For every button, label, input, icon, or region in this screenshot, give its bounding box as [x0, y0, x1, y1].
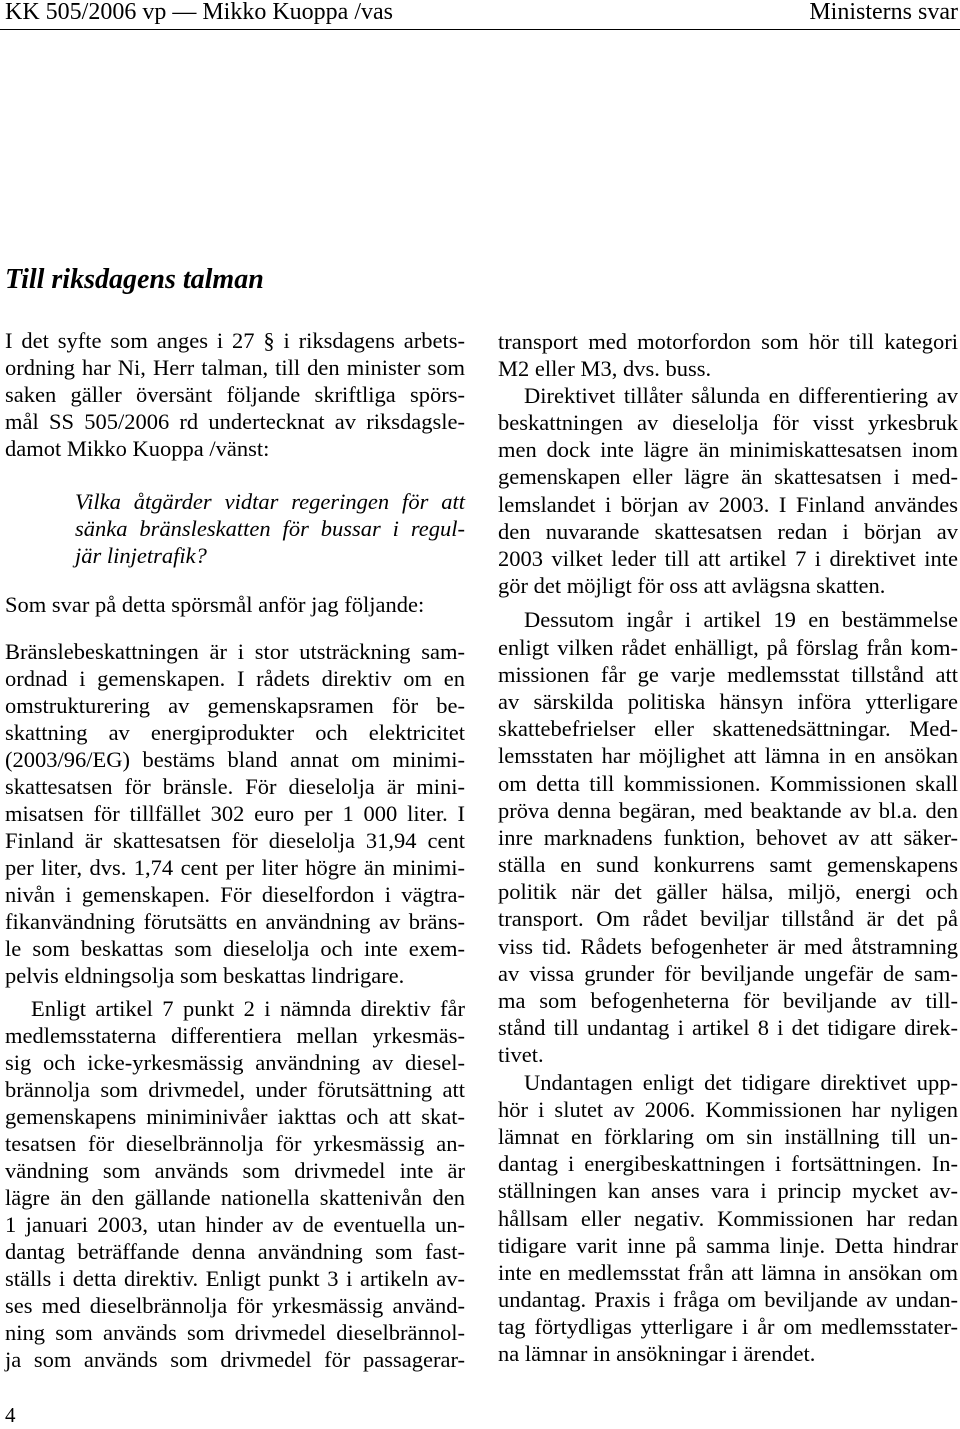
text-line: damot Mikko Kuoppa /vänst: — [5, 436, 270, 461]
right-column — [498, 328, 958, 1368]
text-line: gör det möjligt för oss att avlägsna skatten. — [498, 573, 886, 599]
text-line: 2003 vilket leder till att artikel 7 i direktivet inte — [498, 546, 958, 571]
text-line: Vilka åtgärder vidtar regeringen för att — [75, 488, 465, 514]
body-paragraph — [498, 606, 958, 1068]
text-line: undantag. Praxis i fråga om beviljande av undan- — [498, 1287, 958, 1313]
body-paragraph — [498, 1069, 958, 1368]
text-line: misatsen för tillfället 302 euro per 1 000 liter. I — [5, 800, 465, 826]
text-line: vändning som används som drivmedel inte är — [5, 1157, 465, 1183]
text-line: gemenskapen eller lägre än skattesatsen i med- — [498, 464, 958, 490]
text-line: ställa en sund konkurrens samt gemenskapens — [498, 852, 958, 878]
text-line: sänka bränsleskatten för bussar i regul- — [75, 515, 465, 541]
text-line: politik när det gäller hälsa, miljö, energi och — [498, 879, 958, 905]
text-line: den nuvarande skattesatsen redan i början av — [498, 518, 958, 544]
text-line: inre marknadens funktion, behovet av att säker- — [498, 824, 958, 850]
body-paragraph — [498, 382, 958, 600]
text-line: skattesatsen för bränsle. För dieselolja är mini- — [5, 773, 465, 799]
text-line: Som svar på detta spörsmål anför jag följande: — [5, 591, 425, 617]
text-line: lägre än den gällande nationella skattenivån den — [5, 1184, 465, 1210]
text-line: hållsam eller negativ. Kommissionen har redan — [498, 1205, 958, 1231]
page-number: 4 — [5, 1403, 16, 1427]
text-line: dantag beträffande denna användning som fast- — [5, 1238, 465, 1264]
intro-paragraph — [5, 327, 465, 462]
text-line: ja som används som drivmedel för passagerar- — [5, 1346, 465, 1372]
text-line: tivet. — [498, 1042, 544, 1068]
text-line: Enligt artikel 7 punkt 2 i nämnda direktiv får — [31, 995, 465, 1021]
text-line: saken gäller översänt följande skriftliga spörs- — [5, 382, 465, 407]
text-line: medlemsstaterna differentiera mellan yrkesmäs- — [5, 1022, 465, 1048]
text-line: Undantagen enligt det tidigare direktivet upp- — [524, 1069, 958, 1095]
text-line: brännolja som drivmedel, under förutsättning att — [5, 1076, 465, 1102]
text-line: 1 januari 2003, utan hinder av de eventuella un- — [5, 1211, 465, 1237]
text-line: viss tid. Rådets befogenheter är med åtstramning — [498, 933, 958, 959]
text-line: tidigare varit inne på samma linje. Detta hindrar — [498, 1232, 958, 1258]
page-heading: Till riksdagens talman — [5, 264, 264, 295]
text-line: av vissa grunder för beviljande ungefär de sam- — [498, 960, 958, 986]
text-line: transport. Om rådet beviljar tillstånd är det på — [498, 906, 958, 932]
text-line: Direktivet tillåter sålunda en differentiering av — [524, 382, 958, 408]
text-line: av särskilda politiska hänsyn införa ytterligare — [498, 688, 958, 714]
text-line: per liter, dvs. 1,74 cent per liter högre än minimi- — [5, 854, 465, 880]
text-line: beskattningen av dieselolja för visst yrkesbruk — [498, 410, 958, 436]
text-line: inte en medlemsstat från att lämna in ansökan om — [498, 1259, 958, 1285]
text-line: I det syfte som anges i 27 § i riksdagens arbets- — [5, 328, 465, 353]
text-line: men dock inte lägre än minimiskattesatsen inom — [498, 437, 958, 463]
text-line: transport med motorfordon som hör till kategori — [498, 328, 958, 354]
text-line: na lämnar in ansökningar i ärendet. — [498, 1341, 816, 1367]
running-header-section: Ministerns svar — [809, 0, 958, 25]
text-line: ordning har Ni, Herr talman, till den minister som — [5, 355, 465, 380]
body-paragraph — [5, 638, 465, 989]
question-quote — [5, 488, 465, 569]
text-line: ma som befogenheterna för beviljande av till- — [498, 988, 958, 1013]
text-line: ställningen kan anses vara i princip mycket av- — [498, 1178, 958, 1204]
text-line: pröva denna begäran, med beaktande av bl.a. den — [498, 797, 958, 823]
text-line: omstrukturering av gemenskapsramen för be- — [5, 692, 465, 718]
text-line: gemenskapens miniminivåer iakttas och att skat- — [5, 1103, 465, 1129]
text-line: ställs i detta direktiv. Enligt punkt 3 i artikeln av- — [5, 1265, 465, 1291]
text-line: lämnat en förklaring om sin inställning till un- — [498, 1123, 958, 1149]
text-line: ordnad i gemenskapen. I rådets direktiv om en — [5, 665, 465, 691]
text-line: Dessutom ingår i artikel 19 en bestämmelse — [524, 607, 958, 633]
text-line: hör i slutet av 2006. Kommissionen har nyligen — [498, 1096, 958, 1122]
text-line: M2 eller M3, dvs. buss. — [498, 355, 712, 381]
text-line: tesatsen för dieselbrännolja för yrkesmässig an- — [5, 1130, 465, 1156]
text-line: missionen får ge varje medlemsstat tillstånd att — [498, 661, 958, 687]
text-line: skattning av energiprodukter och elektricitet — [5, 719, 465, 745]
body-paragraph — [498, 328, 958, 382]
text-line: lemsstaten har möjlighet att lämna in en ansökan — [498, 743, 958, 769]
text-line: fikanvändning förutsätts en användning av bräns- — [5, 908, 465, 934]
text-line: lemslandet i början av 2003. I Finland användes — [498, 491, 958, 517]
answer-intro — [5, 591, 465, 618]
text-line: Finland är skattesatsen för dieselolja 31,94 cent — [5, 827, 465, 853]
text-line: enligt vilken rådet enhälligt, på förslag från kom- — [498, 634, 958, 660]
text-line: nivån i gemenskapen. För dieselfordon i vägtra- — [5, 881, 465, 907]
running-header-title: KK 505/2006 vp — Mikko Kuoppa /vas — [5, 0, 393, 25]
text-line: le som beskattas som dieselolja och inte exem- — [5, 935, 465, 961]
text-line: ses med dieselbrännolja för yrkesmässig använd- — [5, 1292, 465, 1318]
text-line: Bränslebeskattningen är i stor utsträckning sam- — [5, 638, 465, 664]
text-line: pelvis eldningsolja som beskattas lindrigare. — [5, 962, 405, 988]
text-line: sig och icke-yrkesmässig användning av diesel- — [5, 1049, 465, 1075]
text-line: ning som används som drivmedel dieselbrännol- — [5, 1319, 465, 1345]
text-line: dantag i energibeskattningen i fortsättningen. In- — [498, 1151, 958, 1177]
text-line: om detta till kommissionen. Kommissionen skall — [498, 770, 958, 796]
body-paragraph — [5, 995, 465, 1373]
text-line: (2003/96/EG) bestäms bland annat om minimi- — [5, 746, 465, 772]
text-line: mål SS 505/2006 rd undertecknat av riksdagsle- — [5, 409, 465, 434]
text-line: skattebefrielser eller skattenedsättningar. Med- — [498, 716, 958, 742]
left-column — [5, 327, 465, 1373]
text-line: tag förtydligas ytterligare i år om medlemsstater- — [498, 1314, 958, 1340]
text-line: jär linjetrafik? — [75, 542, 207, 568]
text-line: stånd till undantag i artikel 8 i det tidigare direk- — [498, 1015, 958, 1041]
header-rule — [0, 29, 960, 30]
